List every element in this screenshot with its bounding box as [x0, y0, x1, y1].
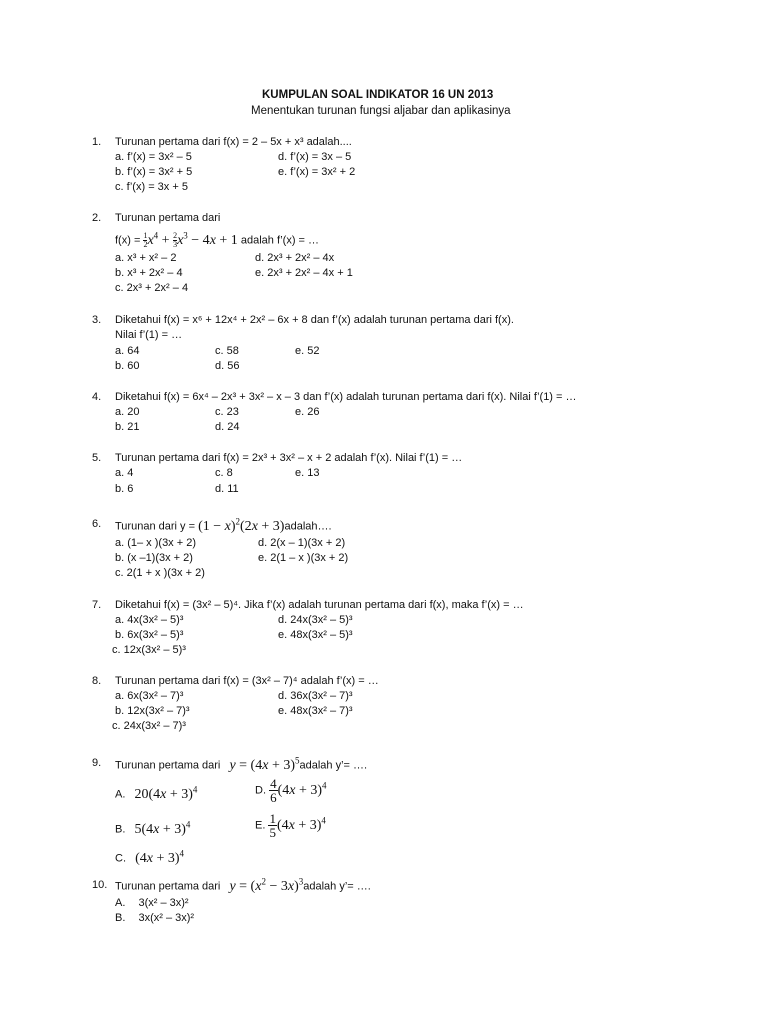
q9-question-tail: adalah y’= ….: [299, 759, 368, 772]
q7-option-c: c. 12x(3x² – 5)³: [112, 644, 186, 656]
q2-formula: [115, 230, 319, 249]
q10-question-text: Turunan pertama dari: [115, 880, 221, 893]
q6-option-c: c. 2(1 + x )(3x + 2): [115, 567, 205, 579]
q9-question: [115, 755, 367, 774]
q2-formula-tail: adalah f’(x) = …: [240, 234, 320, 247]
q4-option-d: d. 24: [215, 421, 240, 433]
q2-option-b: b. x³ + 2x² – 4: [115, 267, 183, 279]
q3-option-d: d. 56: [215, 360, 240, 372]
q4-option-e: e. 26: [295, 406, 320, 418]
q5-option-c: c. 8: [215, 467, 233, 479]
q2-formula-expr: $\frac{1}{2}$ $x^4$ + $\frac{2}{3}$ $x^3 - 4x + 1$: [143, 230, 238, 249]
q2-option-a: a. x³ + x² – 2: [115, 252, 177, 264]
q2-option-c: c. 2x³ + 2x² – 4: [115, 282, 189, 294]
q7-question: Diketahui f(x) = (3x² – 5)⁴. Jika f’(x) adalah turunan pertama dari f(x), maka f’(x) = …: [115, 599, 524, 611]
q2-question: Turunan pertama dari: [115, 212, 221, 224]
q6-question-text: Turunan dari y =: [115, 520, 195, 533]
q5-option-e: e. 13: [295, 467, 320, 479]
q9-question-text: Turunan pertama dari: [115, 759, 221, 772]
q5-option-a: a. 4: [115, 467, 134, 479]
q3-option-a: a. 64: [115, 345, 140, 357]
q9-option-b: [115, 819, 190, 838]
q9-option-e: [255, 812, 326, 839]
q6-formula-expr: $(1 - x)^2(2x + 3)$: [198, 516, 285, 534]
q9-option-e-label: E.: [255, 819, 266, 832]
q10-option-a-label: A.: [115, 897, 126, 909]
q1-question: Turunan pertama dari f(x) = 2 – 5x + x³ adalah....: [115, 136, 352, 148]
q8-question: Turunan pertama dari f(x) = (3x² – 7)⁴ adalah f’(x) = …: [115, 675, 379, 687]
q1-option-d: d. f’(x) = 3x – 5: [278, 151, 352, 163]
q1-option-c: c. f’(x) = 3x + 5: [115, 181, 188, 193]
q9-option-a-expr: $20(4x + 3)^4$: [134, 784, 198, 802]
q8-option-c: c. 24x(3x² – 7)³: [112, 720, 186, 732]
q10-option-a-text: 3(x² – 3x)²: [138, 897, 189, 909]
q6-option-e: e. 2(1 – x )(3x + 2): [258, 552, 349, 564]
q10-question-tail: adalah y’= ….: [303, 880, 371, 893]
q7-option-a: a. 4x(3x² – 5)³: [115, 614, 184, 626]
q9-option-b-label: B.: [115, 823, 126, 836]
page-title: KUMPULAN SOAL INDIKATOR 16 UN 2013: [262, 89, 494, 101]
q10-option-a: [115, 897, 189, 909]
q6-number: 6.: [92, 518, 102, 530]
q4-question: Diketahui f(x) = 6x⁴ – 2x³ + 3x² – x – 3 dan f’(x) adalah turunan pertama dari f(x). Nilai f’(1) = …: [115, 391, 577, 403]
q6-question-tail: adalah….: [284, 520, 332, 533]
q6-option-d: d. 2(x – 1)(3x + 2): [258, 537, 346, 549]
q7-number: 7.: [92, 599, 102, 611]
q8-number: 8.: [92, 675, 102, 687]
q1-option-a: a. f’(x) = 3x² – 5: [115, 151, 192, 163]
q10-number: 10.: [92, 879, 108, 891]
q9-option-c-label: C.: [115, 852, 126, 865]
q3-question: Diketahui f(x) = x⁶ + 12x⁴ + 2x² – 6x + 8 dan f’(x) adalah turunan pertama dari f(x).: [115, 314, 514, 326]
q8-option-d: d. 36x(3x² – 7)³: [278, 690, 353, 702]
q9-option-d-label: D.: [255, 784, 266, 797]
q5-number: 5.: [92, 452, 102, 464]
q6-option-a: a. (1– x )(3x + 2): [115, 537, 197, 549]
q2-fx-label: f(x) =: [115, 234, 141, 247]
q5-option-b: b. 6: [115, 483, 134, 495]
q10-option-b-label: B.: [115, 912, 126, 924]
q3-option-c: c. 58: [215, 345, 239, 357]
q8-option-e: e. 48x(3x² – 7)³: [278, 705, 353, 717]
q9-option-c: [115, 848, 184, 867]
q10-option-b-text: 3x(x² – 3x)²: [138, 912, 195, 924]
q9-number: 9.: [92, 757, 102, 769]
q4-option-c: c. 23: [215, 406, 239, 418]
q9-option-c-expr: $(4x + 3)^4$: [135, 848, 185, 866]
q8-option-a: a. 6x(3x² – 7)³: [115, 690, 184, 702]
q10-question: [115, 876, 371, 895]
q3-question-line2: Nilai f’(1) = …: [115, 329, 183, 341]
q4-option-b: b. 21: [115, 421, 140, 433]
q10-option-b: [115, 912, 194, 924]
q9-formula-expr: $y = (4x + 3)^5$: [229, 755, 300, 773]
q1-option-e: e. f’(x) = 3x² + 2: [278, 166, 356, 178]
q9-option-a: [115, 784, 197, 803]
q5-question: Turunan pertama dari f(x) = 2x³ + 3x² – x + 2 adalah f’(x). Nilai f’(1) = …: [115, 452, 463, 464]
q2-number: 2.: [92, 212, 102, 224]
q8-option-b: b. 12x(3x² – 7)³: [115, 705, 190, 717]
q6-option-b: b. (x –1)(3x + 2): [115, 552, 193, 564]
q9-option-e-expr: $\frac{1}{5}$ $(4x + 3)^4$: [269, 811, 326, 840]
q2-option-d: d. 2x³ + 2x² – 4x: [255, 252, 335, 264]
q9-option-d: [255, 777, 327, 804]
q9-option-a-label: A.: [115, 788, 126, 801]
q10-formula-expr: $y = (x^2 - 3x)^3$: [229, 876, 304, 894]
q2-option-e: e. 2x³ + 2x² – 4x + 1: [255, 267, 353, 279]
q4-option-a: a. 20: [115, 406, 140, 418]
q7-option-d: d. 24x(3x² – 5)³: [278, 614, 353, 626]
q9-option-d-expr: $\frac{4}{6}$ $(4x + 3)^4$: [270, 776, 327, 805]
q7-option-e: e. 48x(3x² – 5)³: [278, 629, 353, 641]
q3-option-b: b. 60: [115, 360, 140, 372]
page-subtitle: Menentukan turunan fungsi aljabar dan aplikasinya: [251, 105, 511, 117]
q9-option-b-expr: $5(4x + 3)^4$: [134, 819, 191, 837]
q3-option-e: e. 52: [295, 345, 320, 357]
q6-question: [115, 516, 332, 535]
q1-number: 1.: [92, 136, 102, 148]
q4-number: 4.: [92, 391, 102, 403]
q3-number: 3.: [92, 314, 102, 326]
q5-option-d: d. 11: [215, 483, 239, 495]
q1-option-b: b. f’(x) = 3x² + 5: [115, 166, 193, 178]
q7-option-b: b. 6x(3x² – 5)³: [115, 629, 184, 641]
